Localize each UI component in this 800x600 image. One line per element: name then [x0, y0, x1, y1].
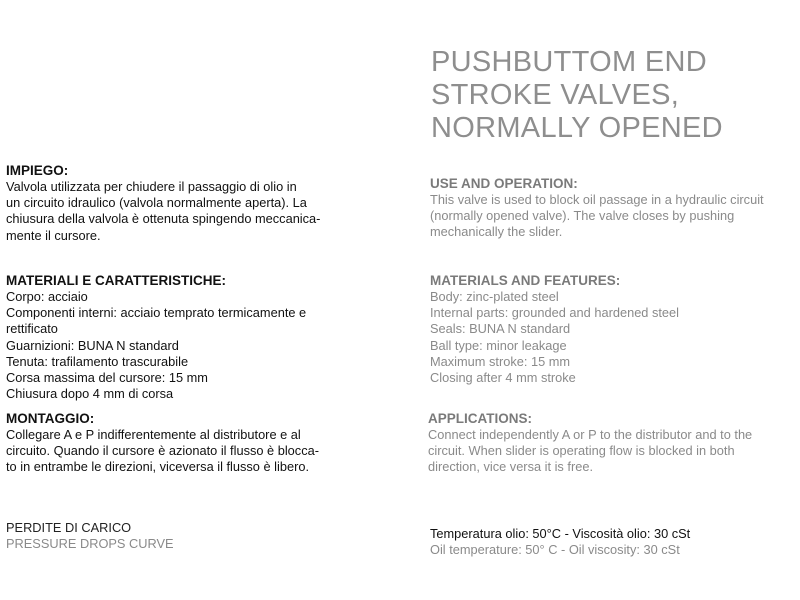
section-heading: MONTAGGIO: — [6, 411, 95, 426]
text-line: Internal parts: grounded and hardened steel — [430, 305, 680, 321]
section-materiali — [6, 273, 306, 402]
section-applications — [428, 411, 752, 476]
section-use-operation — [430, 176, 764, 241]
text-line: Tenuta: trafilamento trascurabile — [6, 353, 189, 369]
section-heading: MATERIALI E CARATTERISTICHE: — [6, 273, 226, 288]
section-heading: USE AND OPERATION: — [430, 176, 578, 191]
text-line: mechanically the slider. — [430, 224, 563, 240]
section-heading: MATERIALS AND FEATURES: — [430, 273, 621, 288]
text-line: Connect independently A or P to the distributor and to the — [428, 427, 753, 442]
title-line: PUSHBUTTOM END — [431, 46, 707, 78]
text-line: Ball type: minor leakage — [430, 337, 567, 353]
text-line: circuit. When slider is operating flow is blocked in both — [428, 443, 735, 459]
document-title — [431, 46, 723, 145]
text-line: Closing after 4 mm stroke — [430, 370, 576, 386]
text-line: This valve is used to block oil passage in a hydraulic circuit — [430, 192, 764, 207]
section-heading: IMPIEGO: — [6, 163, 69, 178]
text-line: Corpo: acciaio — [6, 289, 88, 304]
text-line: Guarnizioni: BUNA N standard — [6, 337, 179, 353]
text-line: circuito. Quando il cursore è azionato il flusso è blocca- — [6, 443, 319, 459]
title-line: NORMALLY OPENED — [431, 112, 723, 144]
title-line: STROKE VALVES, — [431, 79, 680, 111]
perdite-di-carico-label: PERDITE DI CARICO — [6, 520, 132, 535]
section-heading: APPLICATIONS: — [428, 411, 532, 426]
section-impiego — [6, 163, 320, 244]
text-line: rettificato — [6, 321, 58, 337]
text-line: Collegare A e P indifferentemente al distributore e al — [6, 427, 301, 442]
text-line: chiusura della valvola è ottenuta spingendo meccanica- — [6, 211, 321, 227]
oil-conditions-it: Temperatura olio: 50°C - Viscosità olio: 30 cSt — [430, 526, 691, 541]
text-line: Componenti interni: acciaio temprato termicamente e — [6, 305, 307, 321]
text-line: Valvola utilizzata per chiudere il passaggio di olio in — [6, 179, 297, 194]
oil-conditions-en: Oil temperature: 50° C - Oil viscosity: 30 cSt — [430, 542, 680, 557]
text-line: Chiusura dopo 4 mm di corsa — [6, 386, 174, 402]
text-line: Seals: BUNA N standard — [430, 321, 571, 337]
section-curve-labels — [6, 520, 174, 552]
text-line: Maximum stroke: 15 mm — [430, 353, 571, 369]
text-line: direction, vice versa it is free. — [428, 459, 593, 475]
text-line: Corsa massima del cursore: 15 mm — [6, 370, 208, 386]
pressure-drops-label: PRESSURE DROPS CURVE — [6, 536, 174, 551]
text-line: mente il cursore. — [6, 227, 101, 243]
text-line: un circuito idraulico (valvola normalmente aperta). La — [6, 195, 307, 211]
section-oil-conditions — [430, 526, 690, 558]
text-line: Body: zinc-plated steel — [430, 289, 559, 304]
section-montaggio — [6, 411, 319, 476]
text-line: (normally opened valve). The valve closes by pushing — [430, 208, 735, 224]
section-materials-features — [430, 273, 679, 386]
text-line: to in entrambe le direzioni, viceversa il flusso è libero. — [6, 459, 310, 475]
